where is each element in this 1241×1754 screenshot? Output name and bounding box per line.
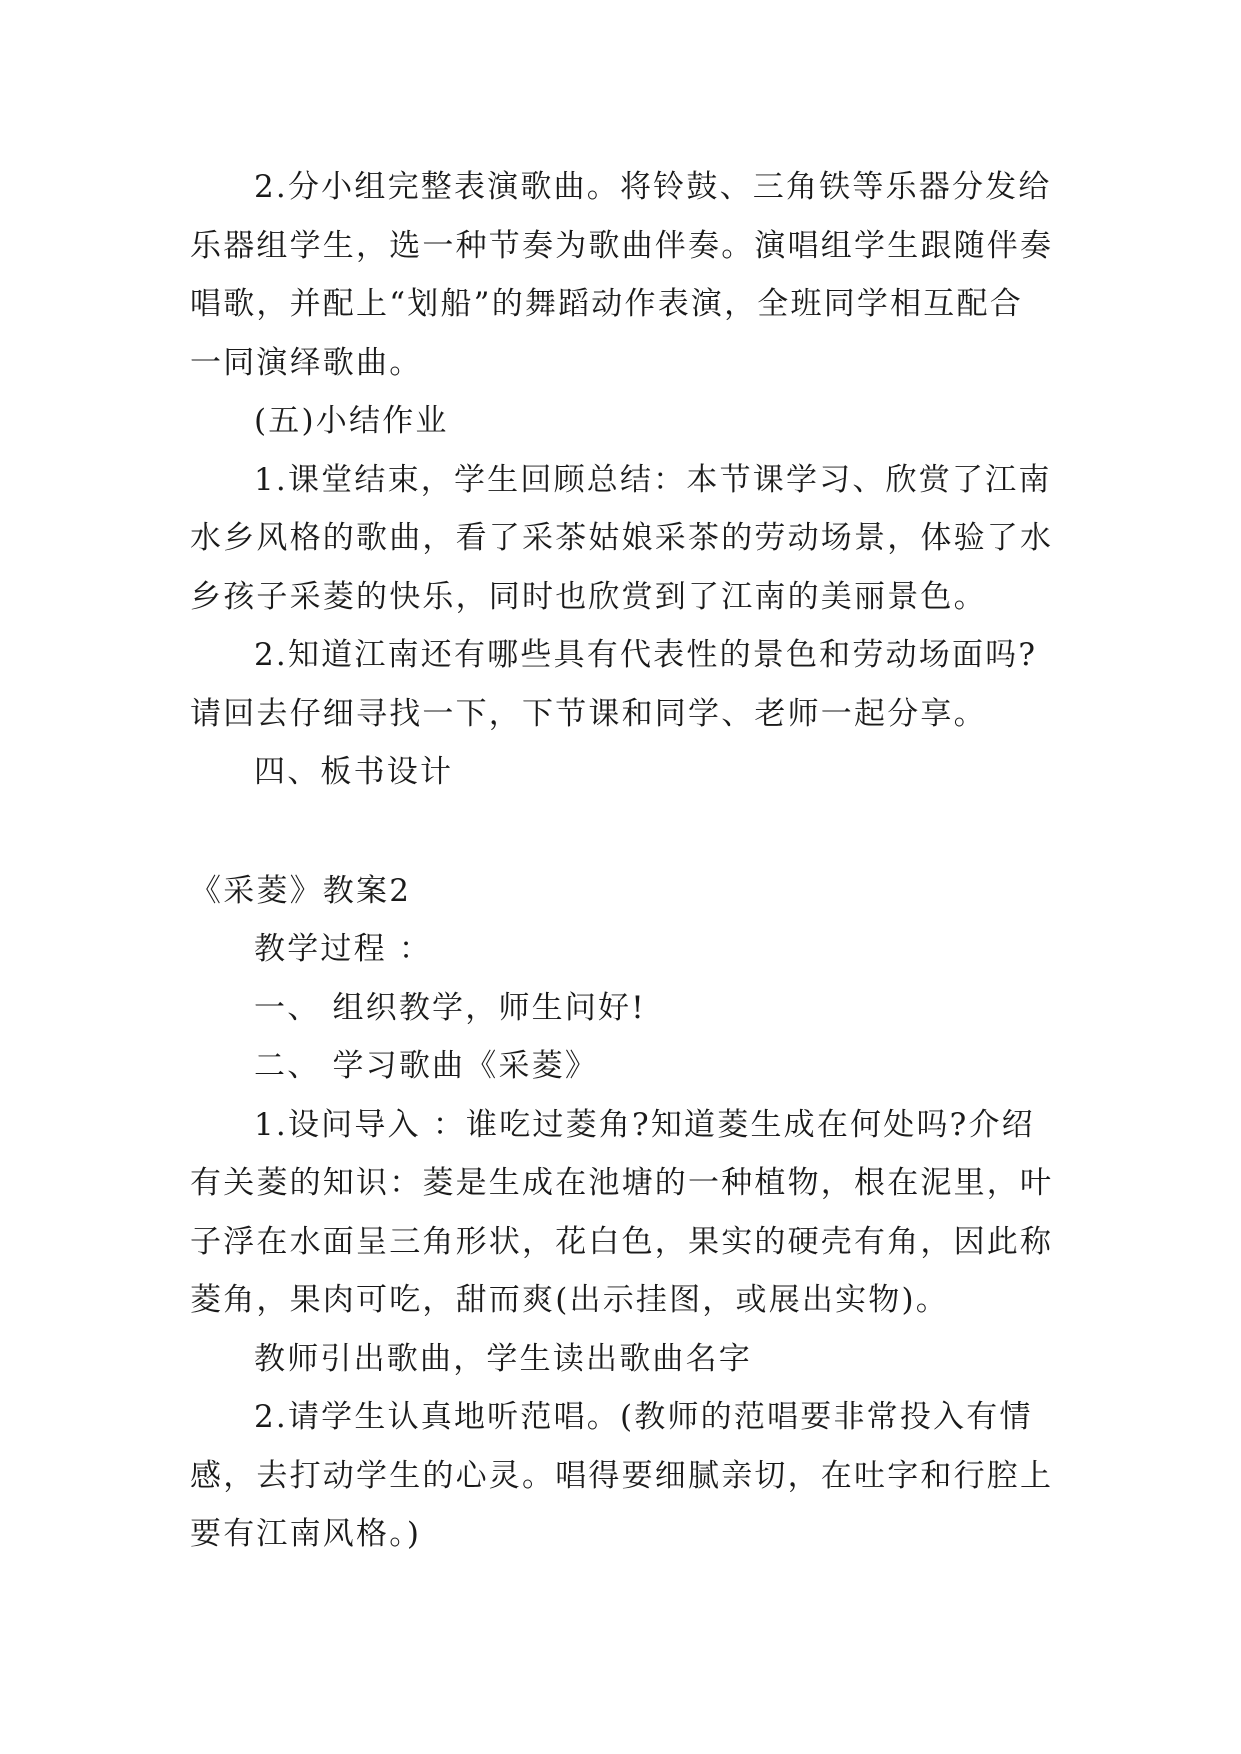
document-body [190,158,1054,1564]
text-line: 1.设问导入 ：谁吃过菱角?知道菱生成在何处吗?介绍 [254,1106,1035,1143]
text-line: 感，去打动学生的心灵。唱得要细腻亲切，在吐字和行腔上 [190,1457,1054,1494]
text-line: 一同演绎歌曲。 [190,344,423,381]
text-line: 2.知道江南还有哪些具有代表性的景色和劳动场面吗? [254,637,1038,673]
text-line: 四、板书设计 [254,754,454,790]
text-line: 菱角，果肉可吃，甜而爽(出示挂图，或展出实物)。 [190,1282,949,1318]
text-line: 乡孩子采菱的快乐，同时也欣赏到了江南的美丽景色。 [190,578,987,615]
text-line: 2.分小组完整表演歌曲。将铃鼓、三角铁等乐器分发给 [254,169,1052,205]
text-line: 请回去仔细寻找一下，下节课和同学、老师一起分享。 [190,695,987,732]
text-line: (五)小结作业 [254,403,449,439]
text-line: 二、 学习歌曲《采菱》 [254,1048,599,1084]
text-line: 水乡风格的歌曲，看了采茶姑娘采茶的劳动场景，体验了水 [190,520,1054,556]
text-line: 教学过程 ： [254,931,433,967]
text-line: 教师引出歌曲，学生读出歌曲名字 [254,1340,752,1377]
section-gap [190,802,1050,862]
text-line: 一、 组织教学，师生问好! [254,989,646,1026]
text-line: 乐器组学生，选一种节奏为歌曲伴奏。演唱组学生跟随伴奏 [190,227,1054,264]
text-line: 唱歌，并配上“划船”的舞蹈动作表演，全班同学相互配合 [190,286,1023,322]
text-line: 要有江南风格。) [190,1516,422,1552]
text-line: 《采菱》教案2 [190,872,412,909]
text-line: 子浮在水面呈三角形状，花白色，果实的硬壳有角，因此称 [190,1223,1054,1260]
text-line: 2.请学生认真地听范唱。(教师的范唱要非常投入有情 [254,1399,1033,1435]
text-line: 1.课堂结束，学生回顾总结：本节课学习、欣赏了江南 [254,461,1052,498]
text-line: 有关菱的知识：菱是生成在池塘的一种植物，根在泥里，叶 [190,1165,1054,1201]
